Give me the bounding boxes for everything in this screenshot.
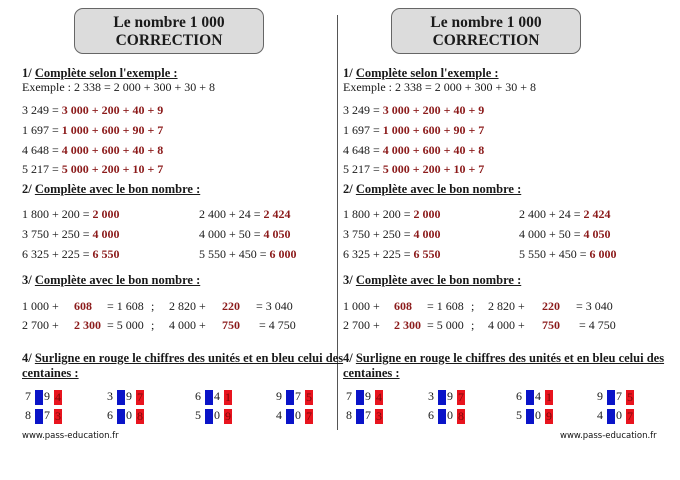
footer-url: www.pass-education.fr	[22, 431, 119, 441]
sec1-row: 5 217 = 5 000 + 200 + 10 + 7	[343, 162, 485, 176]
digit-number: 6 3 4 1	[195, 389, 231, 404]
sec2-row: 2 400 + 24 = 2 424	[519, 207, 611, 221]
sec3-cell: 2 700 +	[22, 318, 59, 332]
title-line2: CORRECTION	[115, 32, 223, 49]
digit-number: 7 5 9 4	[25, 389, 61, 404]
sec3-answer: 2 300	[394, 318, 421, 332]
digit-number: 4 1 0 7	[276, 408, 312, 423]
sec3-cell: = 5 000	[427, 318, 464, 332]
sec3-cell: = 3 040	[256, 299, 293, 313]
title-box	[391, 8, 581, 54]
title-box	[74, 8, 264, 54]
sec3-cell: 2 820 +	[169, 299, 206, 313]
sec2-row: 5 550 + 450 = 6 000	[199, 247, 297, 261]
sec1-row: 1 697 = 1 000 + 600 + 90 + 7	[343, 123, 485, 137]
sec3-answer: 608	[74, 299, 92, 313]
sec2-row: 4 000 + 50 = 4 050	[519, 227, 611, 241]
digit-number: 6 3 4 1	[516, 389, 552, 404]
worksheet-right	[337, 0, 677, 480]
digit-number: 7 5 9 4	[346, 389, 382, 404]
digit-number: 8 5 7 3	[25, 408, 61, 423]
sec3-cell: 2 700 +	[343, 318, 380, 332]
section1-example: Exemple : 2 338 = 2 000 + 300 + 30 + 8	[22, 80, 216, 94]
sec3-cell: = 1 608	[427, 299, 464, 313]
section3-title: 3/ Complète avec le bon nombre :	[343, 273, 522, 287]
section2-title: 2/ Complète avec le bon nombre :	[343, 182, 522, 196]
sec3-sep: ;	[471, 299, 475, 313]
section1-title: 1/ Complète selon l'exemple :	[343, 66, 499, 80]
digit-number: 5 2 0 9	[516, 408, 552, 423]
sec2-row: 2 400 + 24 = 2 424	[199, 207, 291, 221]
sec2-row: 6 325 + 225 = 6 550	[343, 247, 441, 261]
sec3-answer: 750	[542, 318, 560, 332]
section1-example: Exemple : 2 338 = 2 000 + 300 + 30 + 8	[343, 80, 537, 94]
digit-number: 6 4 0 8	[428, 408, 464, 423]
digit-number: 6 4 0 8	[107, 408, 143, 423]
sec2-row: 3 750 + 250 = 4 000	[343, 227, 441, 241]
sec3-cell: = 4 750	[579, 318, 616, 332]
digit-number: 8 5 7 3	[346, 408, 382, 423]
sec3-answer: 2 300	[74, 318, 101, 332]
sec1-row: 4 648 = 4 000 + 600 + 40 + 8	[22, 143, 164, 157]
sec3-answer: 220	[222, 299, 240, 313]
sec1-row: 1 697 = 1 000 + 600 + 90 + 7	[22, 123, 164, 137]
sec1-row: 5 217 = 5 000 + 200 + 10 + 7	[22, 162, 164, 176]
sec3-answer: 608	[394, 299, 412, 313]
section4-title-cont: centaines :	[22, 366, 79, 380]
sec3-sep: ;	[151, 299, 155, 313]
sec3-cell: = 5 000	[107, 318, 144, 332]
sec2-row: 4 000 + 50 = 4 050	[199, 227, 291, 241]
sec3-cell: 1 000 +	[343, 299, 380, 313]
sec3-answer: 220	[542, 299, 560, 313]
section2-title: 2/ Complète avec le bon nombre :	[22, 182, 201, 196]
title-line1: Le nombre 1 000	[113, 14, 225, 31]
digit-number: 3 5 9 7	[107, 389, 143, 404]
section4-title-cont: centaines :	[343, 366, 400, 380]
footer-url: www.pass-education.fr	[560, 431, 657, 441]
sec1-row: 4 648 = 4 000 + 600 + 40 + 8	[343, 143, 485, 157]
sec1-row: 3 249 = 3 000 + 200 + 40 + 9	[22, 103, 164, 117]
section4-title: 4/ Surligne en rouge le chiffres des unités et en bleu celui des	[343, 351, 665, 365]
sec3-cell: 4 000 +	[169, 318, 206, 332]
sec1-row: 3 249 = 3 000 + 200 + 40 + 9	[343, 103, 485, 117]
sec3-cell: = 1 608	[107, 299, 144, 313]
sec3-cell: 2 820 +	[488, 299, 525, 313]
digit-number: 3 5 9 7	[428, 389, 464, 404]
digit-number: 5 2 0 9	[195, 408, 231, 423]
sec2-row: 3 750 + 250 = 4 000	[22, 227, 120, 241]
sec2-row: 6 325 + 225 = 6 550	[22, 247, 120, 261]
digit-number: 4 1 0 7	[597, 408, 633, 423]
sec3-cell: 1 000 +	[22, 299, 59, 313]
digit-number: 9 2 7 5	[276, 389, 312, 404]
sec2-row: 5 550 + 450 = 6 000	[519, 247, 617, 261]
sec3-cell: = 4 750	[259, 318, 296, 332]
sec3-sep: ;	[151, 318, 155, 332]
digit-number: 9 2 7 5	[597, 389, 633, 404]
title-line1: Le nombre 1 000	[430, 14, 542, 31]
sec3-sep: ;	[471, 318, 475, 332]
section1-title: 1/ Complète selon l'exemple :	[22, 66, 178, 80]
sec2-row: 1 800 + 200 = 2 000	[22, 207, 120, 221]
sec3-answer: 750	[222, 318, 240, 332]
sec3-cell: = 3 040	[576, 299, 613, 313]
section3-title: 3/ Complète avec le bon nombre :	[22, 273, 201, 287]
sec2-row: 1 800 + 200 = 2 000	[343, 207, 441, 221]
section4-title: 4/ Surligne en rouge le chiffres des unités et en bleu celui des	[22, 351, 344, 365]
title-line2: CORRECTION	[432, 32, 540, 49]
sec3-cell: 4 000 +	[488, 318, 525, 332]
